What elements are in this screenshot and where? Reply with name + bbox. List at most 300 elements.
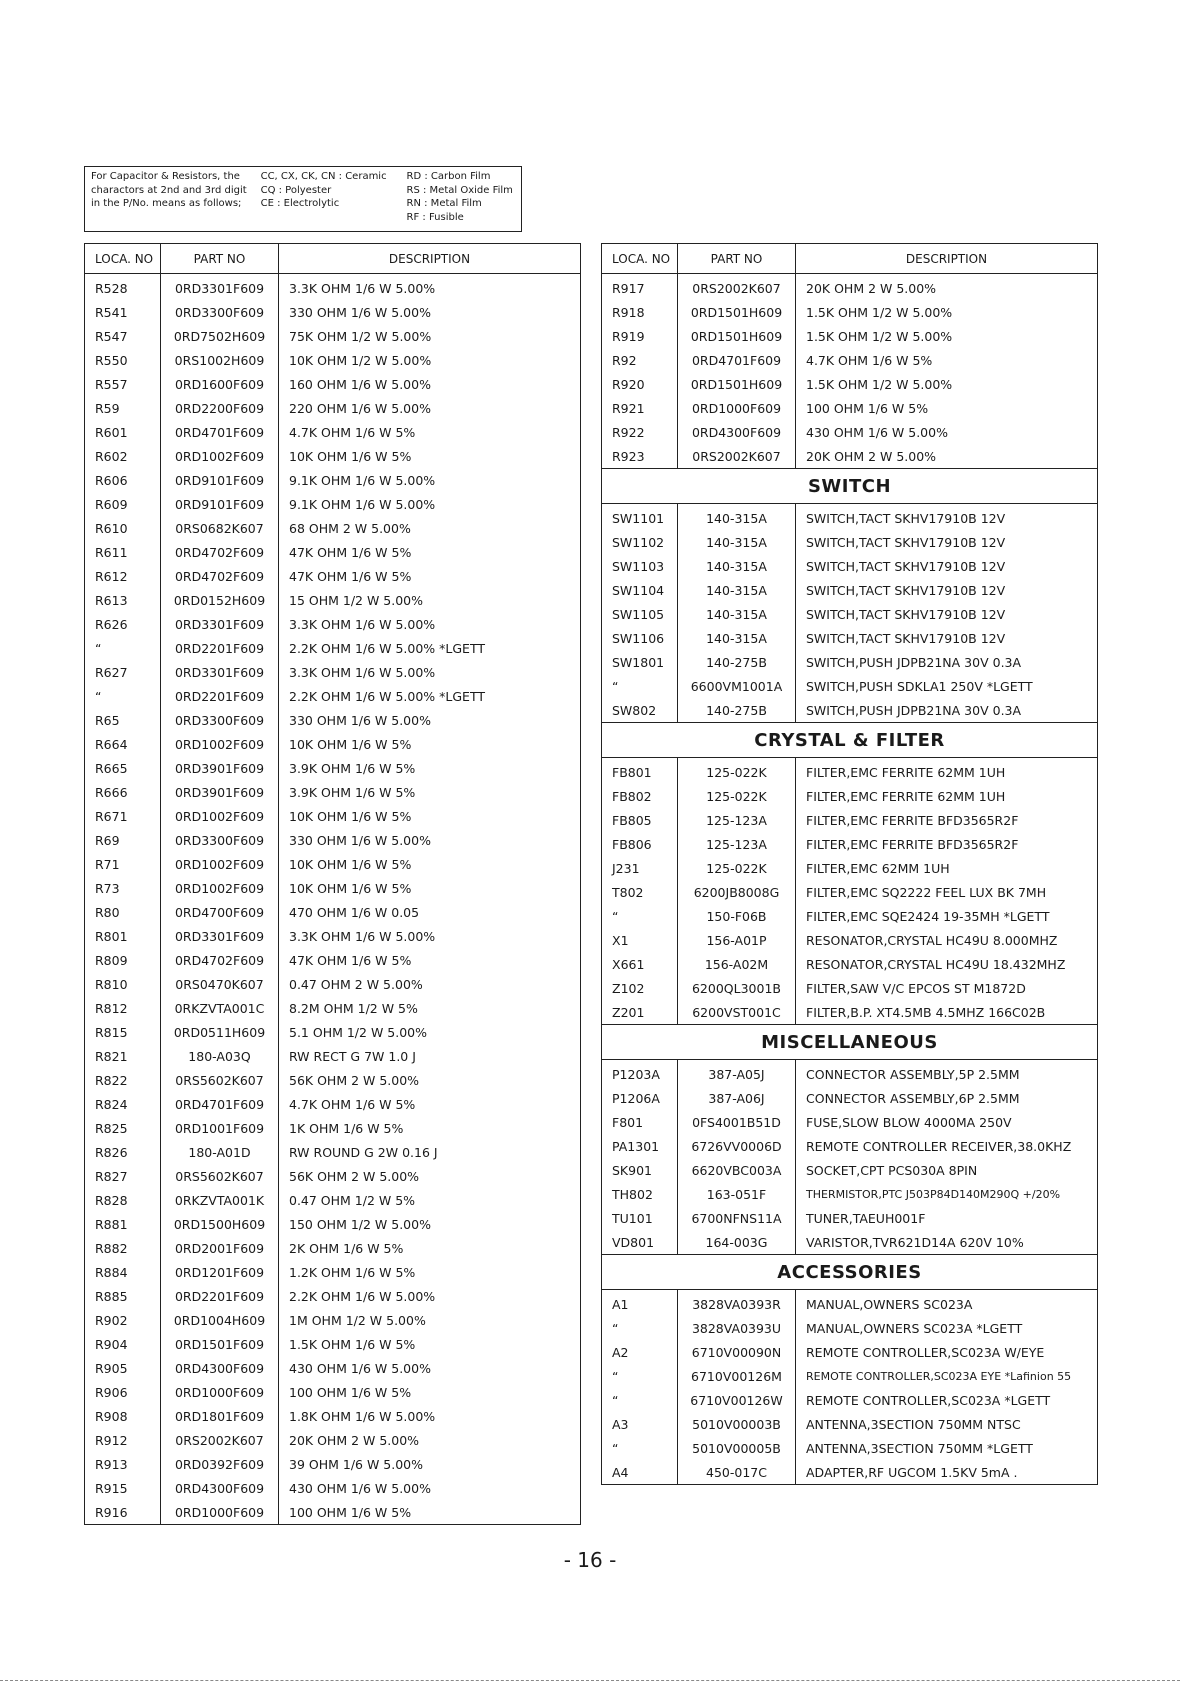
description-cell: 1.2K OHM 1/6 W 5% xyxy=(279,1260,581,1284)
loca-no-cell: SW1101 xyxy=(602,504,678,531)
loca-no-cell: R610 xyxy=(85,516,161,540)
loca-no-cell: R916 xyxy=(85,1500,161,1525)
description-cell: SWITCH,TACT SKHV17910B 12V xyxy=(796,626,1098,650)
table-header-row xyxy=(85,244,581,274)
description-cell: 100 OHM 1/6 W 5% xyxy=(796,396,1098,420)
description-cell: ANTENNA,3SECTION 750MM NTSC xyxy=(796,1412,1098,1436)
loca-no-cell: F801 xyxy=(602,1110,678,1134)
description-cell: 1M OHM 1/2 W 5.00% xyxy=(279,1308,581,1332)
legend-line: RF : Fusible xyxy=(406,211,464,223)
part-no-cell: 0RD1002F609 xyxy=(161,876,279,900)
loca-no-cell: A4 xyxy=(602,1460,678,1485)
description-cell: FILTER,SAW V/C EPCOS ST M1872D xyxy=(796,976,1098,1000)
table-row xyxy=(602,348,1098,372)
description-cell: 430 OHM 1/6 W 5.00% xyxy=(279,1356,581,1380)
part-no-cell: 156-A01P xyxy=(678,928,796,952)
description-cell: 47K OHM 1/6 W 5% xyxy=(279,948,581,972)
loca-no-cell: TU101 xyxy=(602,1206,678,1230)
loca-no-cell: R821 xyxy=(85,1044,161,1068)
loca-no-cell: A2 xyxy=(602,1340,678,1364)
part-no-cell: 0RD2201F609 xyxy=(161,1284,279,1308)
part-no-cell: 387-A05J xyxy=(678,1060,796,1087)
table-row xyxy=(85,876,581,900)
description-cell: 2.2K OHM 1/6 W 5.00% xyxy=(279,1284,581,1308)
table-row xyxy=(85,324,581,348)
table-row xyxy=(602,444,1098,469)
table-row xyxy=(85,1452,581,1476)
part-no-cell: 0RS2002K607 xyxy=(678,274,796,301)
part-no-cell: 0RS5602K607 xyxy=(161,1068,279,1092)
table-row xyxy=(85,804,581,828)
part-no-cell: 0RD1002F609 xyxy=(161,732,279,756)
table-row xyxy=(602,1134,1098,1158)
part-no-cell: 0RD1002F609 xyxy=(161,804,279,828)
loca-no-cell: R612 xyxy=(85,564,161,588)
section-title: MISCELLANEOUS xyxy=(602,1025,1098,1060)
loca-no-cell: R826 xyxy=(85,1140,161,1164)
page-number: - 16 - xyxy=(563,1548,617,1572)
table-row xyxy=(602,554,1098,578)
table-row xyxy=(602,952,1098,976)
table-row xyxy=(85,708,581,732)
description-cell: 47K OHM 1/6 W 5% xyxy=(279,540,581,564)
loca-no-cell: R601 xyxy=(85,420,161,444)
loca-no-cell: R550 xyxy=(85,348,161,372)
part-no-cell: 140-315A xyxy=(678,504,796,531)
abbreviation-legend xyxy=(84,166,522,232)
table-row xyxy=(602,1110,1098,1134)
table-row xyxy=(85,564,581,588)
table-row xyxy=(602,1436,1098,1460)
table-row xyxy=(602,1230,1098,1255)
loca-no-cell: R611 xyxy=(85,540,161,564)
description-cell: 10K OHM 1/6 W 5% xyxy=(279,876,581,900)
table-row xyxy=(602,300,1098,324)
description-cell: MANUAL,OWNERS SC023A xyxy=(796,1290,1098,1317)
description-cell: 430 OHM 1/6 W 5.00% xyxy=(796,420,1098,444)
part-no-cell: 0RD1801F609 xyxy=(161,1404,279,1428)
table-row xyxy=(602,1340,1098,1364)
part-no-cell: 0RD4300F609 xyxy=(678,420,796,444)
loca-no-cell: R71 xyxy=(85,852,161,876)
part-no-cell: 0RD4300F609 xyxy=(161,1356,279,1380)
description-cell: MANUAL,OWNERS SC023A *LGETT xyxy=(796,1316,1098,1340)
description-cell: 9.1K OHM 1/6 W 5.00% xyxy=(279,492,581,516)
loca-no-cell: R812 xyxy=(85,996,161,1020)
description-cell: 3.9K OHM 1/6 W 5% xyxy=(279,780,581,804)
table-row xyxy=(85,660,581,684)
loca-no-cell: PA1301 xyxy=(602,1134,678,1158)
table-row xyxy=(602,674,1098,698)
description-cell: THERMISTOR,PTC J503P84D140M290Q +/20% xyxy=(796,1182,1098,1206)
part-no-cell: 0RD3301F609 xyxy=(161,612,279,636)
description-cell: 10K OHM 1/6 W 5% xyxy=(279,444,581,468)
loca-no-cell: R541 xyxy=(85,300,161,324)
part-no-cell: 0RD4700F609 xyxy=(161,900,279,924)
loca-no-cell: R906 xyxy=(85,1380,161,1404)
table-row xyxy=(85,1068,581,1092)
loca-no-cell: R664 xyxy=(85,732,161,756)
loca-no-cell: P1203A xyxy=(602,1060,678,1087)
loca-no-cell: R920 xyxy=(602,372,678,396)
section-header-row xyxy=(602,469,1098,504)
loca-no-cell: R881 xyxy=(85,1212,161,1236)
loca-no-cell: R902 xyxy=(85,1308,161,1332)
part-no-cell: 164-003G xyxy=(678,1230,796,1255)
table-row xyxy=(602,758,1098,785)
description-cell: 1.5K OHM 1/2 W 5.00% xyxy=(796,372,1098,396)
description-cell: 3.9K OHM 1/6 W 5% xyxy=(279,756,581,780)
table-row xyxy=(85,1476,581,1500)
table-row xyxy=(85,468,581,492)
table-row xyxy=(602,530,1098,554)
loca-no-cell: R915 xyxy=(85,1476,161,1500)
table-row xyxy=(85,780,581,804)
table-row xyxy=(85,1020,581,1044)
description-cell: 150 OHM 1/2 W 5.00% xyxy=(279,1212,581,1236)
part-no-cell: 0RD4702F609 xyxy=(161,540,279,564)
part-no-cell: 0RD0152H609 xyxy=(161,588,279,612)
part-no-cell: 0RD2201F609 xyxy=(161,636,279,660)
parts-table-left xyxy=(84,243,581,1525)
footer-divider xyxy=(0,1680,1180,1681)
part-no-cell: 0RS0682K607 xyxy=(161,516,279,540)
table-header-row xyxy=(602,244,1098,274)
part-no-cell: 0RD1002F609 xyxy=(161,852,279,876)
part-no-cell: 0RD0392F609 xyxy=(161,1452,279,1476)
part-no-cell: 0RKZVTA001K xyxy=(161,1188,279,1212)
table-row xyxy=(85,1428,581,1452)
table-row xyxy=(85,996,581,1020)
part-no-cell: 0FS4001B51D xyxy=(678,1110,796,1134)
table-row xyxy=(602,504,1098,531)
loca-no-cell: SK901 xyxy=(602,1158,678,1182)
description-cell: SWITCH,TACT SKHV17910B 12V xyxy=(796,504,1098,531)
part-no-cell: 0RD0511H609 xyxy=(161,1020,279,1044)
table-row xyxy=(85,396,581,420)
loca-no-cell: R666 xyxy=(85,780,161,804)
table-row xyxy=(602,1290,1098,1317)
part-no-cell: 6700NFNS11A xyxy=(678,1206,796,1230)
loca-no-cell: J231 xyxy=(602,856,678,880)
part-no-cell: 6710V00126M xyxy=(678,1364,796,1388)
description-cell: 470 OHM 1/6 W 0.05 xyxy=(279,900,581,924)
loca-no-cell: A3 xyxy=(602,1412,678,1436)
loca-no-cell: R827 xyxy=(85,1164,161,1188)
part-no-cell: 0RD2001F609 xyxy=(161,1236,279,1260)
loca-no-cell: R602 xyxy=(85,444,161,468)
table-row xyxy=(602,1086,1098,1110)
loca-no-cell: R917 xyxy=(602,274,678,301)
table-row xyxy=(85,1284,581,1308)
part-no-cell: 5010V00005B xyxy=(678,1436,796,1460)
legend-line: charactors at 2nd and 3rd digit xyxy=(91,184,247,196)
section-header-row xyxy=(602,1025,1098,1060)
table-row xyxy=(85,1188,581,1212)
loca-no-cell: SW1801 xyxy=(602,650,678,674)
table-row xyxy=(85,1380,581,1404)
description-cell: 330 OHM 1/6 W 5.00% xyxy=(279,300,581,324)
description-cell: REMOTE CONTROLLER,SC023A W/EYE xyxy=(796,1340,1098,1364)
table-row xyxy=(85,636,581,660)
description-cell: 68 OHM 2 W 5.00% xyxy=(279,516,581,540)
table-row xyxy=(85,420,581,444)
part-no-cell: 156-A02M xyxy=(678,952,796,976)
section-header-row xyxy=(602,1255,1098,1290)
loca-no-cell: R671 xyxy=(85,804,161,828)
part-no-cell: 6200QL3001B xyxy=(678,976,796,1000)
loca-no-cell: R922 xyxy=(602,420,678,444)
table-row xyxy=(85,516,581,540)
loca-no-cell: R801 xyxy=(85,924,161,948)
table-row xyxy=(602,856,1098,880)
description-cell: 330 OHM 1/6 W 5.00% xyxy=(279,708,581,732)
part-no-cell: 0RD3300F609 xyxy=(161,300,279,324)
part-no-cell: 125-022K xyxy=(678,758,796,785)
table-row xyxy=(85,1236,581,1260)
description-cell: 220 OHM 1/6 W 5.00% xyxy=(279,396,581,420)
loca-no-cell: R547 xyxy=(85,324,161,348)
description-cell: 0.47 OHM 1/2 W 5% xyxy=(279,1188,581,1212)
part-no-cell: 140-315A xyxy=(678,578,796,602)
part-no-cell: 6710V00090N xyxy=(678,1340,796,1364)
table-row xyxy=(85,1308,581,1332)
table-row xyxy=(85,1260,581,1284)
description-cell: TUNER,TAEUH001F xyxy=(796,1206,1098,1230)
table-row xyxy=(602,976,1098,1000)
description-cell: SWITCH,TACT SKHV17910B 12V xyxy=(796,554,1098,578)
table-row xyxy=(85,1332,581,1356)
legend-capacitor-types xyxy=(261,170,407,228)
description-cell: FILTER,B.P. XT4.5MB 4.5MHZ 166C02B xyxy=(796,1000,1098,1025)
part-no-cell: 0RD7502H609 xyxy=(161,324,279,348)
header-part-no: PART NO xyxy=(161,244,279,274)
table-row xyxy=(602,602,1098,626)
legend-line: For Capacitor & Resistors, the xyxy=(91,171,240,182)
table-row xyxy=(602,1158,1098,1182)
loca-no-cell: R609 xyxy=(85,492,161,516)
description-cell: SWITCH,PUSH JDPB21NA 30V 0.3A xyxy=(796,650,1098,674)
description-cell: REMOTE CONTROLLER,SC023A EYE *Lafinion 55 xyxy=(796,1364,1098,1388)
description-cell: 10K OHM 1/6 W 5% xyxy=(279,732,581,756)
loca-no-cell: R528 xyxy=(85,274,161,301)
part-no-cell: 0RD1002F609 xyxy=(161,444,279,468)
table-row xyxy=(602,1000,1098,1025)
table-row xyxy=(602,1388,1098,1412)
table-row xyxy=(85,1044,581,1068)
description-cell: 5.1 OHM 1/2 W 5.00% xyxy=(279,1020,581,1044)
table-row xyxy=(85,732,581,756)
legend-line: in the P/No. means as follows; xyxy=(91,198,242,209)
description-cell: SOCKET,CPT PCS030A 8PIN xyxy=(796,1158,1098,1182)
table-row xyxy=(85,948,581,972)
description-cell: CONNECTOR ASSEMBLY,5P 2.5MM xyxy=(796,1060,1098,1087)
loca-no-cell: R627 xyxy=(85,660,161,684)
loca-no-cell: Z102 xyxy=(602,976,678,1000)
loca-no-cell: VD801 xyxy=(602,1230,678,1255)
description-cell: ANTENNA,3SECTION 750MM *LGETT xyxy=(796,1436,1098,1460)
description-cell: FILTER,EMC FERRITE BFD3565R2F xyxy=(796,832,1098,856)
table-row xyxy=(85,300,581,324)
table-row xyxy=(602,324,1098,348)
part-no-cell: 0RD1001F609 xyxy=(161,1116,279,1140)
loca-no-cell: R626 xyxy=(85,612,161,636)
loca-no-cell: P1206A xyxy=(602,1086,678,1110)
part-no-cell: 6200JB8008G xyxy=(678,880,796,904)
loca-no-cell: R882 xyxy=(85,1236,161,1260)
part-no-cell: 5010V00003B xyxy=(678,1412,796,1436)
loca-no-cell: R905 xyxy=(85,1356,161,1380)
part-no-cell: 125-123A xyxy=(678,832,796,856)
header-description: DESCRIPTION xyxy=(796,244,1098,274)
part-no-cell: 163-051F xyxy=(678,1182,796,1206)
description-cell: 56K OHM 2 W 5.00% xyxy=(279,1068,581,1092)
loca-no-cell: SW1105 xyxy=(602,602,678,626)
table-row xyxy=(85,972,581,996)
description-cell: 0.47 OHM 2 W 5.00% xyxy=(279,972,581,996)
loca-no-cell: R822 xyxy=(85,1068,161,1092)
loca-no-cell: R557 xyxy=(85,372,161,396)
description-cell: RW RECT G 7W 1.0 J xyxy=(279,1044,581,1068)
description-cell: 10K OHM 1/6 W 5% xyxy=(279,852,581,876)
part-no-cell: 140-315A xyxy=(678,602,796,626)
loca-no-cell: R918 xyxy=(602,300,678,324)
part-no-cell: 0RD1501H609 xyxy=(678,372,796,396)
loca-no-cell: R810 xyxy=(85,972,161,996)
part-no-cell: 6726VV0006D xyxy=(678,1134,796,1158)
table-row xyxy=(602,928,1098,952)
loca-no-cell: R825 xyxy=(85,1116,161,1140)
loca-no-cell: X661 xyxy=(602,952,678,976)
table-row xyxy=(85,684,581,708)
table-row xyxy=(85,1164,581,1188)
description-cell: 1.5K OHM 1/2 W 5.00% xyxy=(796,300,1098,324)
part-no-cell: 6600VM1001A xyxy=(678,674,796,698)
part-no-cell: 387-A06J xyxy=(678,1086,796,1110)
loca-no-cell: R665 xyxy=(85,756,161,780)
table-row xyxy=(602,578,1098,602)
loca-no-cell: Z201 xyxy=(602,1000,678,1025)
loca-no-cell: R824 xyxy=(85,1092,161,1116)
table-row xyxy=(85,828,581,852)
loca-no-cell: R65 xyxy=(85,708,161,732)
part-no-cell: 140-275B xyxy=(678,650,796,674)
loca-no-cell: R613 xyxy=(85,588,161,612)
table-row xyxy=(85,274,581,301)
part-no-cell: 0RD2201F609 xyxy=(161,684,279,708)
description-cell: 1.5K OHM 1/2 W 5.00% xyxy=(796,324,1098,348)
table-row xyxy=(602,1206,1098,1230)
loca-no-cell: R59 xyxy=(85,396,161,420)
table-row xyxy=(602,1316,1098,1340)
table-row xyxy=(85,1116,581,1140)
part-no-cell: 0RD3300F609 xyxy=(161,828,279,852)
loca-no-cell: A1 xyxy=(602,1290,678,1317)
part-no-cell: 140-315A xyxy=(678,626,796,650)
loca-no-cell: “ xyxy=(85,684,161,708)
parts-table-right xyxy=(601,243,1098,1485)
table-row xyxy=(85,1212,581,1236)
table-row xyxy=(602,832,1098,856)
part-no-cell: 0RD1501F609 xyxy=(161,1332,279,1356)
loca-no-cell: R69 xyxy=(85,828,161,852)
description-cell: FILTER,EMC SQE2424 19-35MH *LGETT xyxy=(796,904,1098,928)
table-row xyxy=(85,756,581,780)
part-no-cell: 450-017C xyxy=(678,1460,796,1485)
part-no-cell: 0RKZVTA001C xyxy=(161,996,279,1020)
part-no-cell: 125-022K xyxy=(678,856,796,880)
table-row xyxy=(85,900,581,924)
loca-no-cell: FB805 xyxy=(602,808,678,832)
description-cell: 39 OHM 1/6 W 5.00% xyxy=(279,1452,581,1476)
description-cell: FILTER,EMC FERRITE 62MM 1UH xyxy=(796,758,1098,785)
part-no-cell: 0RD3301F609 xyxy=(161,660,279,684)
table-row xyxy=(85,1500,581,1525)
description-cell: 330 OHM 1/6 W 5.00% xyxy=(279,828,581,852)
loca-no-cell: SW1102 xyxy=(602,530,678,554)
header-loca-no: LOCA. NO xyxy=(85,244,161,274)
part-no-cell: 0RD3301F609 xyxy=(161,924,279,948)
part-no-cell: 0RD3901F609 xyxy=(161,756,279,780)
table-row xyxy=(602,808,1098,832)
description-cell: ADAPTER,RF UGCOM 1.5KV 5mA . xyxy=(796,1460,1098,1485)
table-row xyxy=(85,1356,581,1380)
table-row xyxy=(85,372,581,396)
table-row xyxy=(602,1182,1098,1206)
table-row xyxy=(602,1060,1098,1087)
description-cell: 4.7K OHM 1/6 W 5% xyxy=(279,420,581,444)
table-row xyxy=(602,904,1098,928)
loca-no-cell: R80 xyxy=(85,900,161,924)
legend-line: RS : Metal Oxide Film xyxy=(406,184,513,196)
table-row xyxy=(85,1404,581,1428)
loca-no-cell: “ xyxy=(85,636,161,660)
description-cell: 100 OHM 1/6 W 5% xyxy=(279,1380,581,1404)
table-row xyxy=(602,784,1098,808)
part-no-cell: 0RD4701F609 xyxy=(678,348,796,372)
description-cell: 9.1K OHM 1/6 W 5.00% xyxy=(279,468,581,492)
table-row xyxy=(602,1460,1098,1485)
loca-no-cell: R913 xyxy=(85,1452,161,1476)
part-no-cell: 0RD4702F609 xyxy=(161,948,279,972)
part-no-cell: 3828VA0393R xyxy=(678,1290,796,1317)
section-header-row xyxy=(602,723,1098,758)
part-no-cell: 0RD1000F609 xyxy=(161,1380,279,1404)
header-loca-no: LOCA. NO xyxy=(602,244,678,274)
table-row xyxy=(602,1364,1098,1388)
table-row xyxy=(85,612,581,636)
description-cell: 75K OHM 1/2 W 5.00% xyxy=(279,324,581,348)
description-cell: SWITCH,PUSH JDPB21NA 30V 0.3A xyxy=(796,698,1098,723)
part-no-cell: 0RD9101F609 xyxy=(161,492,279,516)
table-row xyxy=(602,274,1098,301)
loca-no-cell: R815 xyxy=(85,1020,161,1044)
loca-no-cell: “ xyxy=(602,1316,678,1340)
description-cell: 3.3K OHM 1/6 W 5.00% xyxy=(279,612,581,636)
legend-line: RN : Metal Film xyxy=(406,198,482,209)
header-part-no: PART NO xyxy=(678,244,796,274)
loca-no-cell: “ xyxy=(602,674,678,698)
part-no-cell: 0RD1500H609 xyxy=(161,1212,279,1236)
part-no-cell: 0RD2200F609 xyxy=(161,396,279,420)
description-cell: FILTER,EMC FERRITE BFD3565R2F xyxy=(796,808,1098,832)
description-cell: 4.7K OHM 1/6 W 5% xyxy=(796,348,1098,372)
part-no-cell: 0RS2002K607 xyxy=(678,444,796,469)
loca-no-cell: “ xyxy=(602,1388,678,1412)
description-cell: 430 OHM 1/6 W 5.00% xyxy=(279,1476,581,1500)
description-cell: SWITCH,PUSH SDKLA1 250V *LGETT xyxy=(796,674,1098,698)
description-cell: SWITCH,TACT SKHV17910B 12V xyxy=(796,578,1098,602)
